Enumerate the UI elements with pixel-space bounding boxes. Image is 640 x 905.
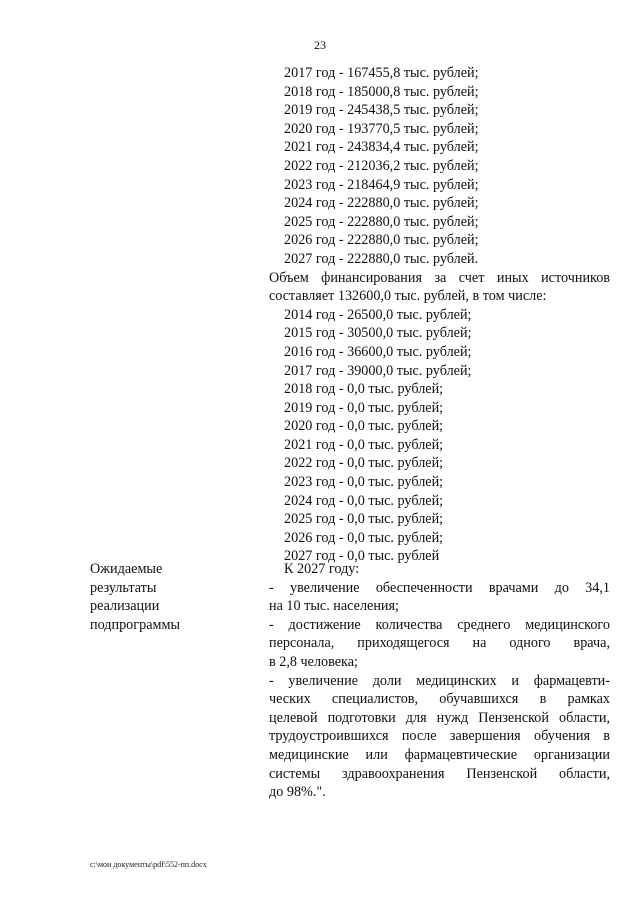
other-sources-year-line: 2019 год - 0,0 тыс. рублей; bbox=[284, 399, 444, 416]
results-label-line: подпрограммы bbox=[90, 616, 180, 633]
page-number: 23 bbox=[314, 38, 326, 52]
result-line: на 10 тыс. населения; bbox=[269, 598, 399, 615]
result-line: в 2,8 человека; bbox=[269, 653, 358, 670]
result-line: - увеличение доли медицинских и фармацевти- bbox=[269, 672, 610, 689]
results-block bbox=[269, 560, 610, 802]
results-label-line: результаты bbox=[90, 579, 157, 596]
results-intro: К 2027 году: bbox=[284, 561, 360, 577]
other-sources-year-line: 2020 год - 0,0 тыс. рублей; bbox=[284, 418, 444, 435]
financing-year-line: 2021 год - 243834,4 тыс. рублей; bbox=[284, 139, 479, 156]
other-sources-year-line: 2018 год - 0,0 тыс. рублей; bbox=[284, 381, 444, 398]
other-sources-line-2: составляет 132600,0 тыс. рублей, в том числе: bbox=[269, 288, 547, 305]
financing-year-line: 2024 год - 222880,0 тыс. рублей; bbox=[284, 195, 479, 212]
other-sources-year-line: 2014 год - 26500,0 тыс. рублей; bbox=[284, 306, 472, 323]
financing-years-list bbox=[269, 64, 610, 269]
other-sources-year-line: 2026 год - 0,0 тыс. рублей; bbox=[284, 529, 444, 546]
results-label-line: Ожидаемые bbox=[90, 561, 163, 577]
financing-year-line: 2022 год - 212036,2 тыс. рублей; bbox=[284, 157, 479, 174]
other-sources-year-line: 2023 год - 0,0 тыс. рублей; bbox=[284, 474, 444, 491]
result-line: трудоустроившихся после завершения обучения в bbox=[269, 728, 610, 745]
other-sources-year-line: 2021 год - 0,0 тыс. рублей; bbox=[284, 436, 444, 453]
file-path-footer: c:\мои документы\pdf\552-пп.docx bbox=[90, 860, 207, 869]
financing-year-line: 2025 год - 222880,0 тыс. рублей; bbox=[284, 213, 479, 230]
result-line: - достижение количества среднего медицинского bbox=[269, 616, 610, 633]
other-sources-year-line: 2027 год - 0,0 тыс. рублей bbox=[284, 548, 440, 565]
other-sources-year-line: 2022 год - 0,0 тыс. рублей; bbox=[284, 455, 444, 472]
financing-year-line: 2023 год - 218464,9 тыс. рублей; bbox=[284, 176, 479, 193]
result-line: целевой подготовки для нужд Пензенской области, bbox=[269, 709, 610, 726]
result-line: ческих специалистов, обучавшихся в рамках bbox=[269, 691, 610, 708]
other-sources-line-1: Объем финансирования за счет иных источников bbox=[269, 269, 610, 286]
results-label bbox=[90, 560, 260, 634]
financing-year-line: 2020 год - 193770,5 тыс. рублей; bbox=[284, 120, 479, 137]
other-sources-year-line: 2017 год - 39000,0 тыс. рублей; bbox=[284, 362, 472, 379]
result-line: персонала, приходящегося на одного врача, bbox=[269, 635, 610, 652]
financing-year-line: 2026 год - 222880,0 тыс. рублей; bbox=[284, 232, 479, 249]
results-label-line: реализации bbox=[90, 598, 160, 615]
other-sources-years-list bbox=[269, 306, 610, 566]
results-list bbox=[269, 579, 610, 802]
result-line: медицинские или фармацевтические организации bbox=[269, 746, 610, 763]
other-sources-year-line: 2015 год - 30500,0 тыс. рублей; bbox=[284, 325, 472, 342]
other-sources-year-line: 2025 год - 0,0 тыс. рублей; bbox=[284, 511, 444, 528]
other-sources-year-line: 2024 год - 0,0 тыс. рублей; bbox=[284, 492, 444, 509]
financing-block bbox=[269, 64, 610, 566]
result-line: до 98%.". bbox=[269, 784, 326, 801]
financing-year-line: 2027 год - 222880,0 тыс. рублей. bbox=[284, 250, 479, 267]
financing-year-line: 2018 год - 185000,8 тыс. рублей; bbox=[284, 83, 479, 100]
financing-year-line: 2017 год - 167455,8 тыс. рублей; bbox=[284, 65, 479, 81]
result-line: - увеличение обеспеченности врачами до 34,1 bbox=[269, 579, 610, 596]
result-line: системы здравоохранения Пензенской области, bbox=[269, 765, 610, 782]
other-sources-year-line: 2016 год - 36600,0 тыс. рублей; bbox=[284, 343, 472, 360]
financing-year-line: 2019 год - 245438,5 тыс. рублей; bbox=[284, 102, 479, 119]
